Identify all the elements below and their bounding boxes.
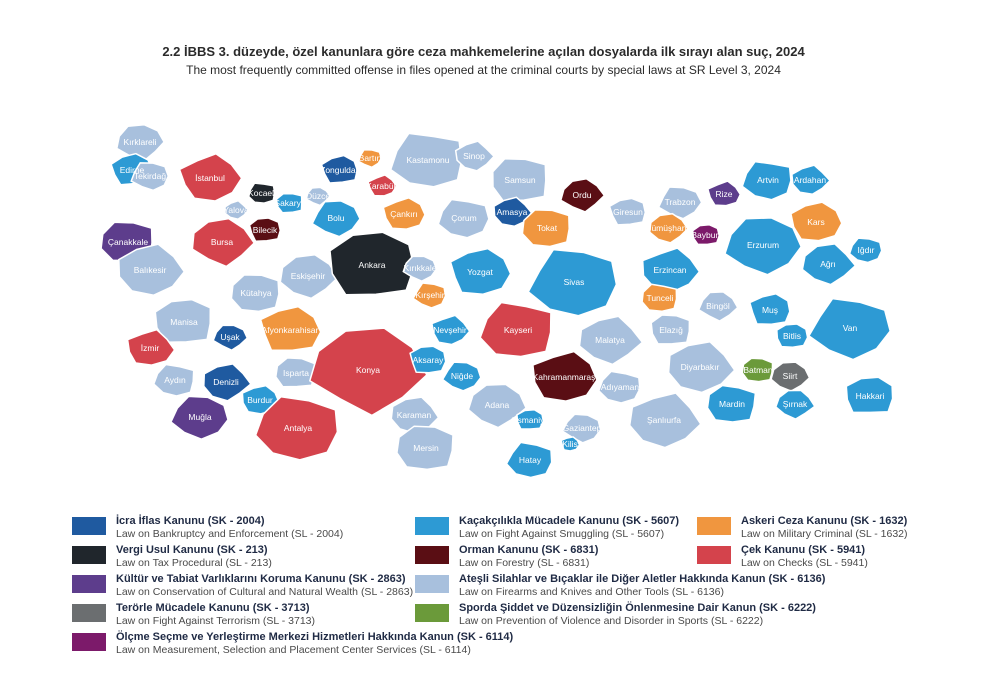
province-label: Rize xyxy=(715,189,733,199)
province-label: Bilecik xyxy=(252,225,278,235)
province-label: Sivas xyxy=(563,277,585,287)
province-label: Tokat xyxy=(536,223,558,233)
province-label: Bitlis xyxy=(783,331,801,341)
province-label: Karabük xyxy=(366,181,398,191)
province-label: Edirne xyxy=(119,165,145,175)
province-label: Batman xyxy=(743,365,773,375)
province-label: Bartın xyxy=(358,153,382,163)
province-label: Çankırı xyxy=(390,209,418,219)
province-label: Van xyxy=(842,323,858,333)
province-label: Ankara xyxy=(358,260,386,270)
legend-label-tr: Askeri Ceza Kanunu (SK - 1632) xyxy=(741,515,908,527)
province-label: Denizli xyxy=(213,377,239,387)
legend-label-en: Law on Conservation of Cultural and Natural Wealth (SL - 2863) xyxy=(116,586,414,598)
province-label: Yalova xyxy=(223,205,249,215)
province-label: Tunceli xyxy=(646,293,674,303)
legend-label-en: Law on Bankruptcy and Enforcement (SL - 2004) xyxy=(116,528,344,540)
province-label: Kars xyxy=(807,217,825,227)
legend-swatch xyxy=(415,604,449,622)
province-label: Mersin xyxy=(413,443,439,453)
province-label: Iğdır xyxy=(857,245,875,255)
province-label: Ağrı xyxy=(820,259,836,269)
legend-label-tr: Çek Kanunu (SK - 5941) xyxy=(741,544,866,556)
province-label: Erzurum xyxy=(746,240,780,250)
legend-swatch xyxy=(72,517,106,535)
legend-swatch xyxy=(415,546,449,564)
legend-swatch xyxy=(697,546,731,564)
province-label: Malatya xyxy=(595,335,625,345)
province-label: Ardahan xyxy=(793,175,827,185)
province-label: Burdur xyxy=(247,395,273,405)
province-label: Osmaniye xyxy=(510,415,550,425)
province-label: Siirt xyxy=(782,371,798,381)
province-label: Uşak xyxy=(220,332,240,342)
province-label: Kırıkkale xyxy=(403,263,437,273)
legend-label-en: Law on Tax Procedural (SL - 213) xyxy=(116,557,272,569)
legend-item-silah xyxy=(415,573,825,599)
province-label: Adana xyxy=(484,400,510,410)
province-label: Sinop xyxy=(463,151,485,161)
legend-item-kultur xyxy=(72,573,413,599)
title-english: The most frequently committed offense in files opened at the criminal courts by special laws at SR Level 3, 2024 xyxy=(186,63,781,77)
province-label: Bingöl xyxy=(706,301,730,311)
province-label: İstanbul xyxy=(195,173,225,183)
legend-item-teror xyxy=(72,602,315,628)
province-label: Kütahya xyxy=(240,288,272,298)
legend-label-tr: Kaçakçılıkla Mücadele Kanunu (SK - 5607) xyxy=(459,515,680,527)
legend-swatch xyxy=(72,575,106,593)
province-label: Çanakkale xyxy=(107,237,149,247)
legend-item-olcme xyxy=(72,631,513,657)
province-label: Çorum xyxy=(451,213,477,223)
province-label: Gaziantep xyxy=(562,423,602,433)
legend-label-tr: Kültür ve Tabiat Varlıklarını Koruma Kanunu (SK - 2863) xyxy=(116,573,406,585)
province-label: Muş xyxy=(761,305,779,315)
province-label: Kilis xyxy=(562,439,578,449)
province-label: Yozgat xyxy=(467,267,493,277)
legend-label-tr: Ateşli Silahlar ve Bıçaklar ile Diğer Aletler Hakkında Kanun (SK - 6136) xyxy=(459,573,826,585)
province-label: Afyonkarahisar xyxy=(261,325,319,335)
province-label: Kayseri xyxy=(503,325,533,335)
province-label: Samsun xyxy=(504,175,536,185)
legend-label-en: Law on Fight Against Smuggling (SL - 5607) xyxy=(459,528,665,540)
province-label: Mardin xyxy=(719,399,745,409)
legend-label-tr: Vergi Usul Kanunu (SK - 213) xyxy=(116,544,268,556)
province-label: Nevşehir xyxy=(433,325,467,335)
province-label: Hatay xyxy=(518,455,542,465)
legend-label-en: Law on Measurement, Selection and Placement Center Services (SL - 6114) xyxy=(116,644,471,656)
province-label: Zonguldak xyxy=(320,165,360,175)
legend-swatch xyxy=(72,604,106,622)
province-label: Manisa xyxy=(170,317,198,327)
province-label: Bursa xyxy=(210,237,234,247)
province-label: Muğla xyxy=(188,412,212,422)
legend-item-kacak xyxy=(415,515,679,541)
legend-label-en: Law on Military Criminal (SL - 1632) xyxy=(741,528,908,540)
province-label: Giresun xyxy=(613,207,643,217)
province-label: Balıkesir xyxy=(133,265,167,275)
province-label: Kocaeli xyxy=(248,188,276,198)
province-label: Isparta xyxy=(283,368,309,378)
legend-item-orman xyxy=(415,544,598,570)
province-label: Konya xyxy=(355,365,381,375)
province-label: Erzincan xyxy=(653,265,687,275)
legend-label-en: Law on Fight Against Terrorism (SL - 3713) xyxy=(116,615,316,627)
legend-swatch xyxy=(415,575,449,593)
province-label: Sakarya xyxy=(274,198,306,208)
province-label: Şırnak xyxy=(782,399,808,409)
legend-swatch xyxy=(415,517,449,535)
province-label: Kahramanmaraş xyxy=(532,372,596,382)
legend-label-en: Law on Checks (SL - 5941) xyxy=(741,557,868,569)
legend-swatch xyxy=(72,546,106,564)
province-label: Kastamonu xyxy=(406,155,450,165)
legend-label-tr: Terörle Mücadele Kanunu (SK - 3713) xyxy=(116,602,310,614)
legend-item-cek xyxy=(697,544,868,570)
legend-item-askeri xyxy=(697,515,908,541)
legend-swatch xyxy=(72,633,106,651)
province-label: Düzce xyxy=(305,191,331,201)
province-label: Artvin xyxy=(757,175,779,185)
legend-item-icra xyxy=(72,515,343,541)
province-label: Diyarbakır xyxy=(680,362,720,372)
province-label: Bolu xyxy=(327,213,345,223)
province-label: Ordu xyxy=(572,190,592,200)
province-label: Amasya xyxy=(496,207,528,217)
province-label: Hakkari xyxy=(855,391,885,401)
legend-label-en: Law on Firearms and Knives and Other Tools (SL - 6136) xyxy=(459,586,724,598)
province-label: Eskişehir xyxy=(290,271,326,281)
province-label: Kırklareli xyxy=(123,137,157,147)
province-label: İzmir xyxy=(140,343,160,353)
province-label: Antalya xyxy=(283,423,313,433)
legend-item-vergi xyxy=(72,544,272,570)
province-label: Trabzon xyxy=(664,197,696,207)
province-label: Kırşehir xyxy=(415,290,445,300)
province-label: Bayburt xyxy=(691,230,721,240)
province-label: Gümüşhane xyxy=(644,223,692,233)
province-label: Aydın xyxy=(164,375,186,385)
legend-label-en: Law on Forestry (SL - 6831) xyxy=(459,557,590,569)
legend-label-tr: İcra İflas Kanunu (SK - 2004) xyxy=(116,515,265,527)
province-label: Niğde xyxy=(450,371,474,381)
legend-label-tr: Ölçme Seçme ve Yerleştirme Merkezi Hizmetleri Hakkında Kanun (SK - 6114) xyxy=(116,631,514,643)
legend-label-tr: Orman Kanunu (SK - 6831) xyxy=(459,544,599,556)
province-label: Karaman xyxy=(396,410,432,420)
province-label: Elazığ xyxy=(659,325,683,335)
province-label: Şanlıurfa xyxy=(646,415,682,425)
title-turkish: 2.2 İBBS 3. düzeyde, özel kanunlara göre ceza mahkemelerine açılan dosyalarda ilk sırayı alan suç, 2024 xyxy=(162,44,805,59)
province-label: Adıyaman xyxy=(600,382,640,392)
legend-swatch xyxy=(697,517,731,535)
legend-label-tr: Sporda Şiddet ve Düzensizliğin Önlenmesine Dair Kanun (SK - 6222) xyxy=(459,602,816,614)
legend-item-spor xyxy=(415,602,816,628)
province-label: Tekirdağ xyxy=(133,171,167,181)
legend-label-en: Law on Prevention of Violence and Disorder in Sports (SL - 6222) xyxy=(459,615,764,627)
province-label: Aksaray xyxy=(412,355,444,365)
